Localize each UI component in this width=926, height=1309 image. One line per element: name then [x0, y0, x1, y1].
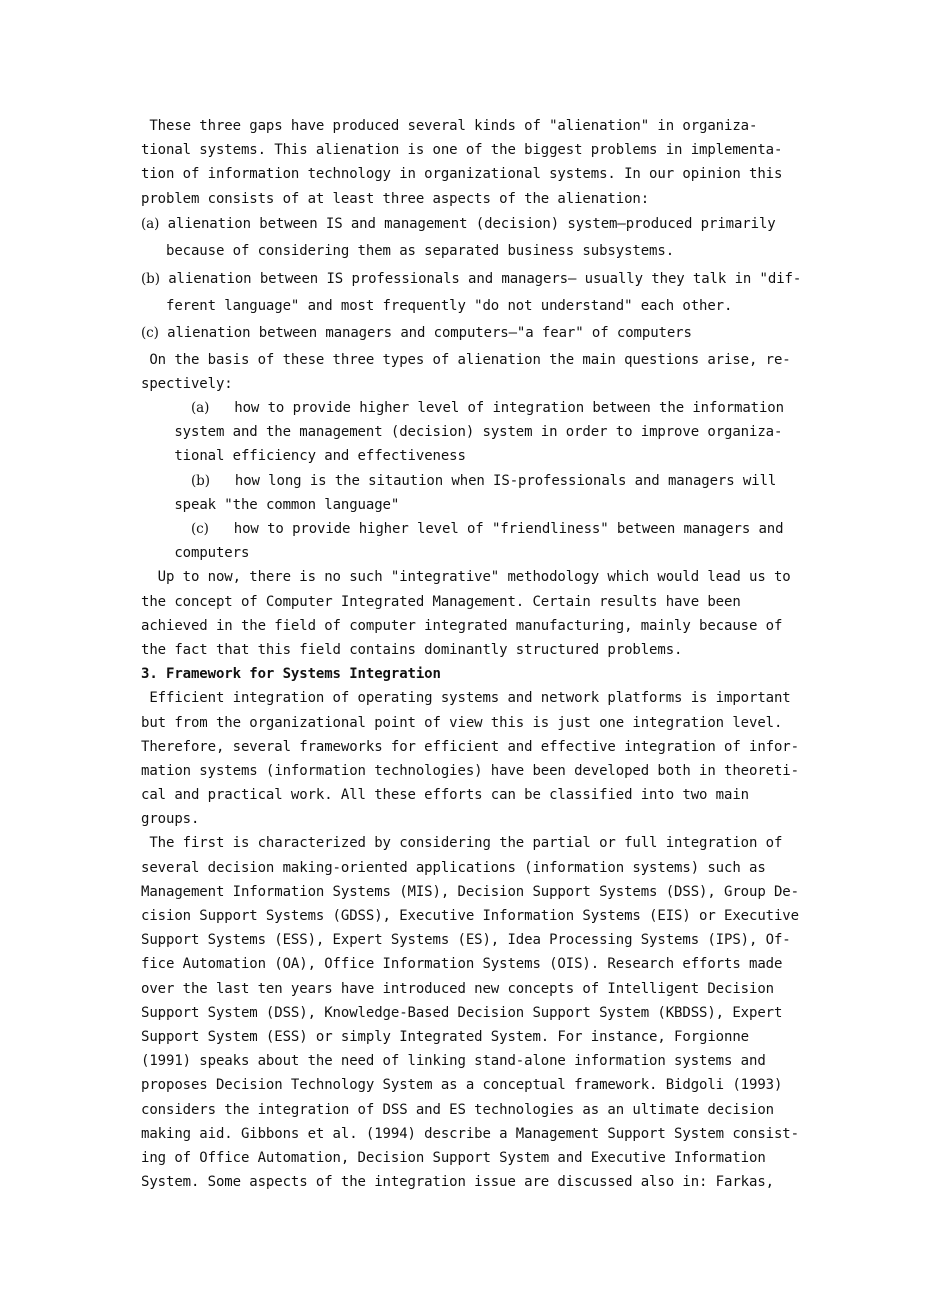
text-line: proposes Decision Technology System as a conceptual framework. Bidgoli (1993) — [141, 1077, 783, 1094]
questions-intro-paragraph — [141, 348, 791, 396]
document-page — [141, 114, 802, 1194]
list-marker: (a) — [141, 215, 160, 232]
section-paragraph-1 — [141, 686, 799, 831]
text-line: the fact that this field contains dominantly structured problems. — [141, 641, 683, 658]
list-item-continuation: system and the management (decision) system in order to improve organiza- — [174, 424, 783, 441]
list-marker: (b) — [190, 472, 210, 489]
conclusion-paragraph — [141, 565, 791, 662]
text-line: several decision making-oriented applications (information systems) such as — [141, 859, 766, 876]
text-line: Support Systems (ESS), Expert Systems (ES), Idea Processing Systems (IPS), Of- — [141, 932, 791, 949]
list-item — [141, 266, 802, 321]
text-line: cision Support Systems (GDSS), Executive Information Systems (EIS) or Executive — [141, 908, 799, 925]
list-item-text: alienation between IS and management (decision) system—produced primarily — [159, 215, 776, 232]
text-line: the concept of Computer Integrated Management. Certain results have been — [141, 593, 741, 610]
list-item-text: how to provide higher level of "friendliness" between managers and — [208, 521, 784, 538]
text-line: Support System (DSS), Knowledge-Based Decision Support System (KBDSS), Expert — [141, 1004, 783, 1021]
text-line: spectively: — [141, 375, 233, 392]
list-item-continuation: because of considering them as separated business subsystems. — [141, 243, 675, 260]
alienation-list — [141, 211, 802, 348]
text-line: Efficient integration of operating systems and network platforms is important — [141, 690, 791, 707]
list-item-text: how long is the sitaution when IS-professionals and managers will — [209, 472, 777, 489]
text-line: tion of information technology in organizational systems. In our opinion this — [141, 166, 783, 183]
list-item — [141, 469, 791, 517]
text-line: fice Automation (OA), Office Information Systems (OIS). Research efforts made — [141, 956, 783, 973]
list-item-text: how to provide higher level of integration between the information — [209, 400, 784, 417]
list-item-text: alienation between managers and computers—"a fear" of computers — [158, 325, 692, 342]
text-line: These three gaps have produced several kinds of "alienation" in organiza- — [141, 118, 758, 134]
text-line: System. Some aspects of the integration issue are discussed also in: Farkas, — [141, 1174, 774, 1191]
text-line: groups. — [141, 811, 200, 828]
text-line: Support System (ESS) or simply Integrated System. For instance, Forgionne — [141, 1028, 749, 1045]
text-line: The first is characterized by considering the partial or full integration of — [141, 835, 783, 852]
text-line: making aid. Gibbons et al. (1994) describe a Management Support System consist- — [141, 1125, 799, 1142]
text-line: considers the integration of DSS and ES technologies as an ultimate decision — [141, 1101, 774, 1118]
text-line: ing of Office Automation, Decision Support System and Executive Information — [141, 1149, 766, 1166]
list-item — [141, 396, 791, 469]
list-item-continuation: ferent language" and most frequently "do not understand" each other. — [141, 297, 733, 314]
list-item-continuation: computers — [174, 545, 250, 562]
text-line: tional systems. This alienation is one of the biggest problems in implementa- — [141, 142, 783, 159]
intro-paragraph — [141, 114, 791, 211]
text-line: Management Information Systems (MIS), Decision Support Systems (DSS), Group De- — [141, 883, 799, 900]
list-marker: (b) — [141, 270, 160, 287]
text-line: problem consists of at least three aspects of the alienation: — [141, 190, 650, 207]
text-line: but from the organizational point of view this is just one integration level. — [141, 714, 783, 731]
list-marker: (c) — [141, 325, 159, 342]
list-item-continuation: tional efficiency and effectiveness — [174, 448, 466, 465]
text-line: Up to now, there is no such "integrative" methodology which would lead us to — [141, 569, 791, 586]
text-line: mation systems (information technologies) have been developed both in theoreti- — [141, 762, 799, 779]
text-line: cal and practical work. All these efforts can be classified into two main — [141, 787, 749, 804]
questions-list — [141, 396, 791, 565]
text-line: On the basis of these three types of alienation the main questions arise, re- — [141, 351, 791, 368]
text-line: achieved in the field of computer integrated manufacturing, mainly because of — [141, 617, 783, 634]
section-heading: 3. Framework for Systems Integration — [141, 666, 441, 683]
text-line: Therefore, several frameworks for efficient and effective integration of infor- — [141, 738, 799, 755]
section-paragraph-2 — [141, 831, 799, 1194]
list-item — [141, 517, 791, 565]
list-item — [141, 320, 791, 347]
list-item-continuation: speak "the common language" — [174, 496, 400, 513]
text-line: (1991) speaks about the need of linking stand-alone information systems and — [141, 1053, 766, 1070]
list-marker: (c) — [190, 521, 209, 538]
list-item — [141, 211, 791, 266]
list-item-text: alienation between IS professionals and managers— usually they talk in "dif- — [159, 270, 802, 287]
text-line: over the last ten years have introduced new concepts of Intelligent Decision — [141, 980, 774, 997]
list-marker: (a) — [190, 400, 210, 417]
